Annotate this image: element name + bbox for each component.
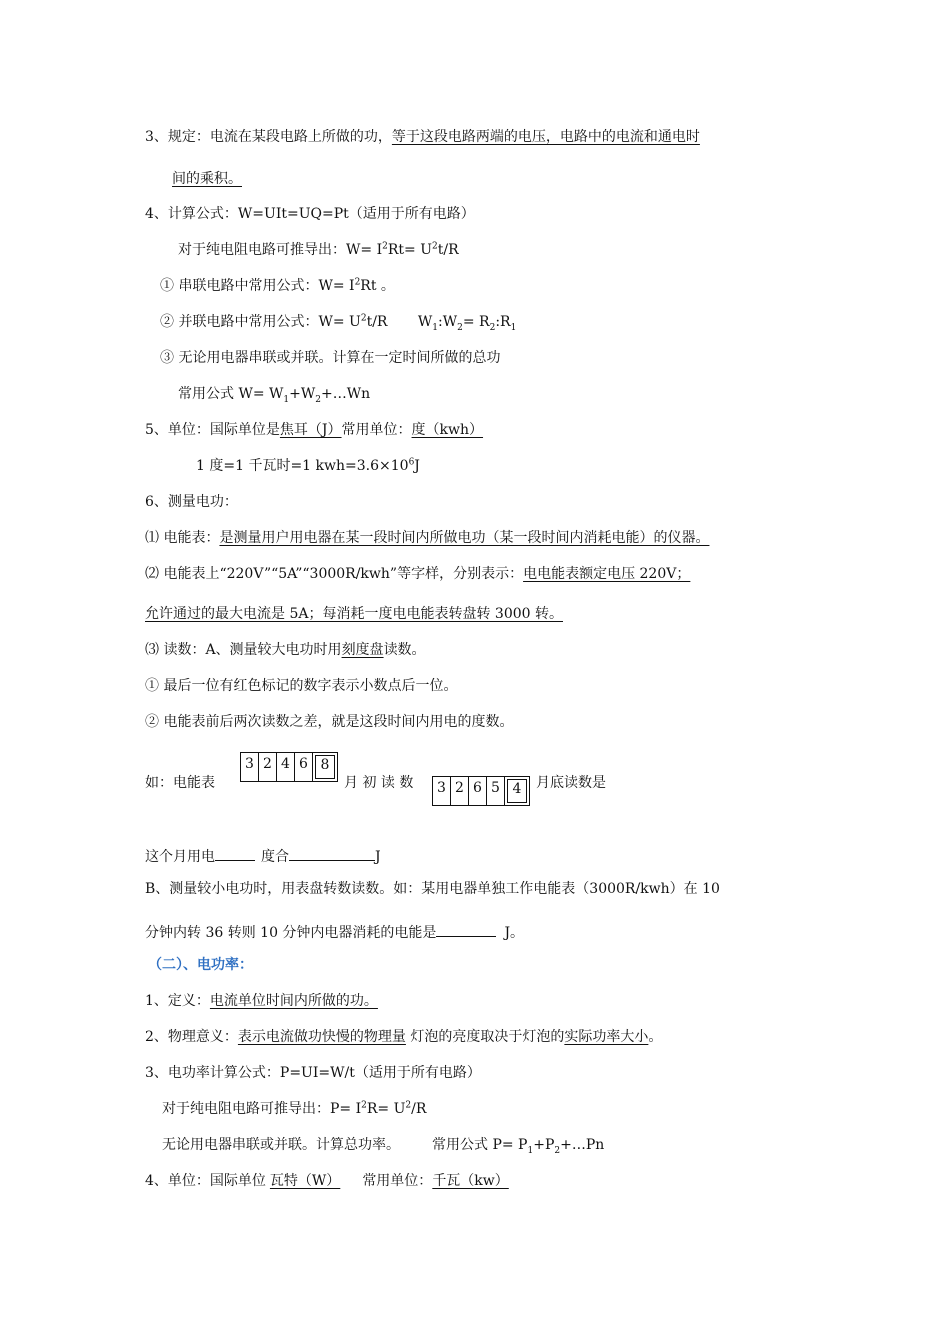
reading-dial: 刻度盘 <box>341 642 384 658</box>
ratings-line <box>145 567 690 581</box>
power-def-line <box>145 994 378 1008</box>
pure-resist-text: 对于纯电阻电路可推导出：W= I <box>178 242 383 258</box>
meaning-mid: 灯泡的亮度取决于灯泡的 <box>405 1029 565 1045</box>
usage-blank[interactable] <box>215 846 255 861</box>
power-total-formula: 常用公式 P= P <box>432 1137 528 1153</box>
power-def: 电流单位时间内所做的功。 <box>209 993 378 1009</box>
meter-end-digit: 6 <box>468 776 486 806</box>
si-unit: 焦耳（J） <box>279 422 342 438</box>
meter-start-red-value: 8 <box>315 755 335 779</box>
power-formula: 3、电功率计算公式：P=UI=W/t（适用于所有电路） <box>145 1065 481 1081</box>
b-line-2 <box>145 922 524 940</box>
power-unit-common-label: 常用单位： <box>362 1173 433 1189</box>
power-unit-common: 千瓦（kw） <box>432 1173 509 1189</box>
reading-line <box>145 643 426 657</box>
b-line-1: B、测量较小电功时，用表盘转数读数。如：某用电器单独工作电能表（3000R/kwh）在 10 <box>145 881 720 897</box>
rule-underlined: 等于这段电路两端的电压，电路中的电流和通电时 <box>391 129 700 145</box>
meter-end-reading <box>432 776 530 806</box>
power-total-prefix: 无论用电器串联或并联。计算总功率。 <box>162 1137 400 1153</box>
joule-blank[interactable] <box>289 846 375 861</box>
power-heading: （二）、电功率： <box>148 957 253 973</box>
measure-title: 6、测量电功： <box>145 494 238 510</box>
meter-label: ⑴ 电能表： <box>145 530 220 546</box>
meter-end-digit: 3 <box>432 776 450 806</box>
ratings-2: 允许通过的最大电流是 5A；每消耗一度电电能表转盘转 3000 转。 <box>145 606 563 622</box>
meter-def: 是测量用户用电器在某一段时间内所做电功（某一段时间内消耗电能）的仪器。 <box>219 530 710 546</box>
note-2: ② 电能表前后两次读数之差，就是这段时间内用电的度数。 <box>145 714 514 730</box>
total-text: 常用公式 W= W <box>178 386 284 402</box>
ratings-1: 电电能表额定电压 220V； <box>523 566 691 582</box>
month-usage: 这个月用电 <box>145 849 215 865</box>
rule-prefix: 3、规定：电流在某段电路上所做的功， <box>145 129 392 145</box>
meaning-text: 表示电流做功快慢的物理量 <box>237 1029 406 1045</box>
meaning-end: 。 <box>648 1029 663 1045</box>
series-line: ① 串联电路中常用公式：$W= I^2Rt$ 。 <box>160 277 395 294</box>
meter-start-digit: 3 <box>240 752 258 782</box>
meaning-actual: 实际功率大小 <box>564 1029 649 1045</box>
example-end: 月底读数是 <box>536 775 606 791</box>
power-pure-line: 对于纯电阻电路可推导出：$P= I^2R= U^2/R$ <box>162 1100 427 1117</box>
example-mid: 月 初 读 数 <box>344 775 414 791</box>
meter-start-red-digit <box>312 752 338 782</box>
meter-end-red-digit <box>504 776 530 806</box>
meter-start-reading <box>240 752 338 782</box>
meter-start-digit: 2 <box>258 752 276 782</box>
parallel-tail: t/R <box>366 314 388 330</box>
conversion-line: 1 度=1 千瓦时=1 $kwh=3.6\times 10^6J$ <box>196 457 420 474</box>
ratings-prefix: ⑵ 电能表上“220V”“5A”“3000R/kwh”等字样，分别表示： <box>145 566 524 582</box>
note-1: ① 最后一位有红色标记的数字表示小数点后一位。 <box>145 678 458 694</box>
b-line-2-text: 分钟内转 36 转则 10 分钟内电器消耗的电能是 <box>145 925 437 941</box>
reading-prefix: ⑶ 读数：A、测量较大电功时用 <box>145 642 342 658</box>
meter-start-digit: 4 <box>276 752 294 782</box>
power-total-line: 无论用电器串联或并联。计算总功率。 常用公式 $P= P_1+P_2+\dots Pn$ <box>162 1137 605 1156</box>
reading-suffix: 读数。 <box>383 642 426 658</box>
pure-resist-line: 对于纯电阻电路可推导出：$W= I^2Rt= U^2t/R$ <box>178 241 459 258</box>
meaning-prefix: 2、物理意义： <box>145 1029 238 1045</box>
parallel-line: ② 并联电路中常用公式：$W= U^2t/R$ $W_1:W_2=$ $R_2:R_1$ <box>160 313 517 333</box>
example-prefix: 如：电能表 <box>145 775 215 791</box>
month-usage-line <box>145 846 381 864</box>
total-line: 常用公式 $W= W_1+W_2+\dots Wn$ <box>178 386 371 405</box>
power-def-prefix: 1、定义： <box>145 993 210 1009</box>
power-unit-si: 瓦特（W） <box>269 1173 341 1189</box>
month-unit: 度合 <box>261 849 289 865</box>
unit-line <box>145 423 483 437</box>
meter-end-digit: 5 <box>486 776 504 806</box>
month-j: J <box>375 849 381 865</box>
meter-end-digit: 2 <box>450 776 468 806</box>
any-line: ③ 无论用电器串联或并联。计算在一定时间所做的总功 <box>160 350 501 366</box>
ratio-w: W <box>417 314 433 330</box>
parallel-text: ② 并联电路中常用公式：W= U <box>160 314 361 330</box>
meter-start-digit: 6 <box>294 752 312 782</box>
power-unit-prefix: 4、单位：国际单位 <box>145 1173 266 1189</box>
meter-end-red-value: 4 <box>507 779 527 803</box>
parallel-ratio: $W_1:W_2=$ $R_2:R_1$ <box>417 314 517 333</box>
common-unit: 度（kwh） <box>411 422 484 438</box>
series-text: ① 串联电路中常用公式：W= I <box>160 278 355 294</box>
unit-prefix: 5、单位：国际单位是 <box>145 422 280 438</box>
rule-cont: 间的乘积。 <box>172 171 242 187</box>
rule-line <box>145 130 700 144</box>
power-pure-text: 对于纯电阻电路可推导出：P= I <box>162 1101 362 1117</box>
formula-title: 4、计算公式：W=UIt=UQ=Pt（适用于所有电路） <box>145 206 475 222</box>
conversion-text: 1 度=1 千瓦时=1 kwh=3.6×10 <box>196 458 409 474</box>
series-tail: Rt 。 <box>360 278 395 294</box>
power-meaning-line <box>145 1030 662 1044</box>
energy-blank[interactable] <box>436 922 496 937</box>
meter-def-line <box>145 531 709 545</box>
common-label: 常用单位： <box>341 422 412 438</box>
power-unit-line <box>145 1174 509 1188</box>
b-unit: J。 <box>504 925 525 941</box>
